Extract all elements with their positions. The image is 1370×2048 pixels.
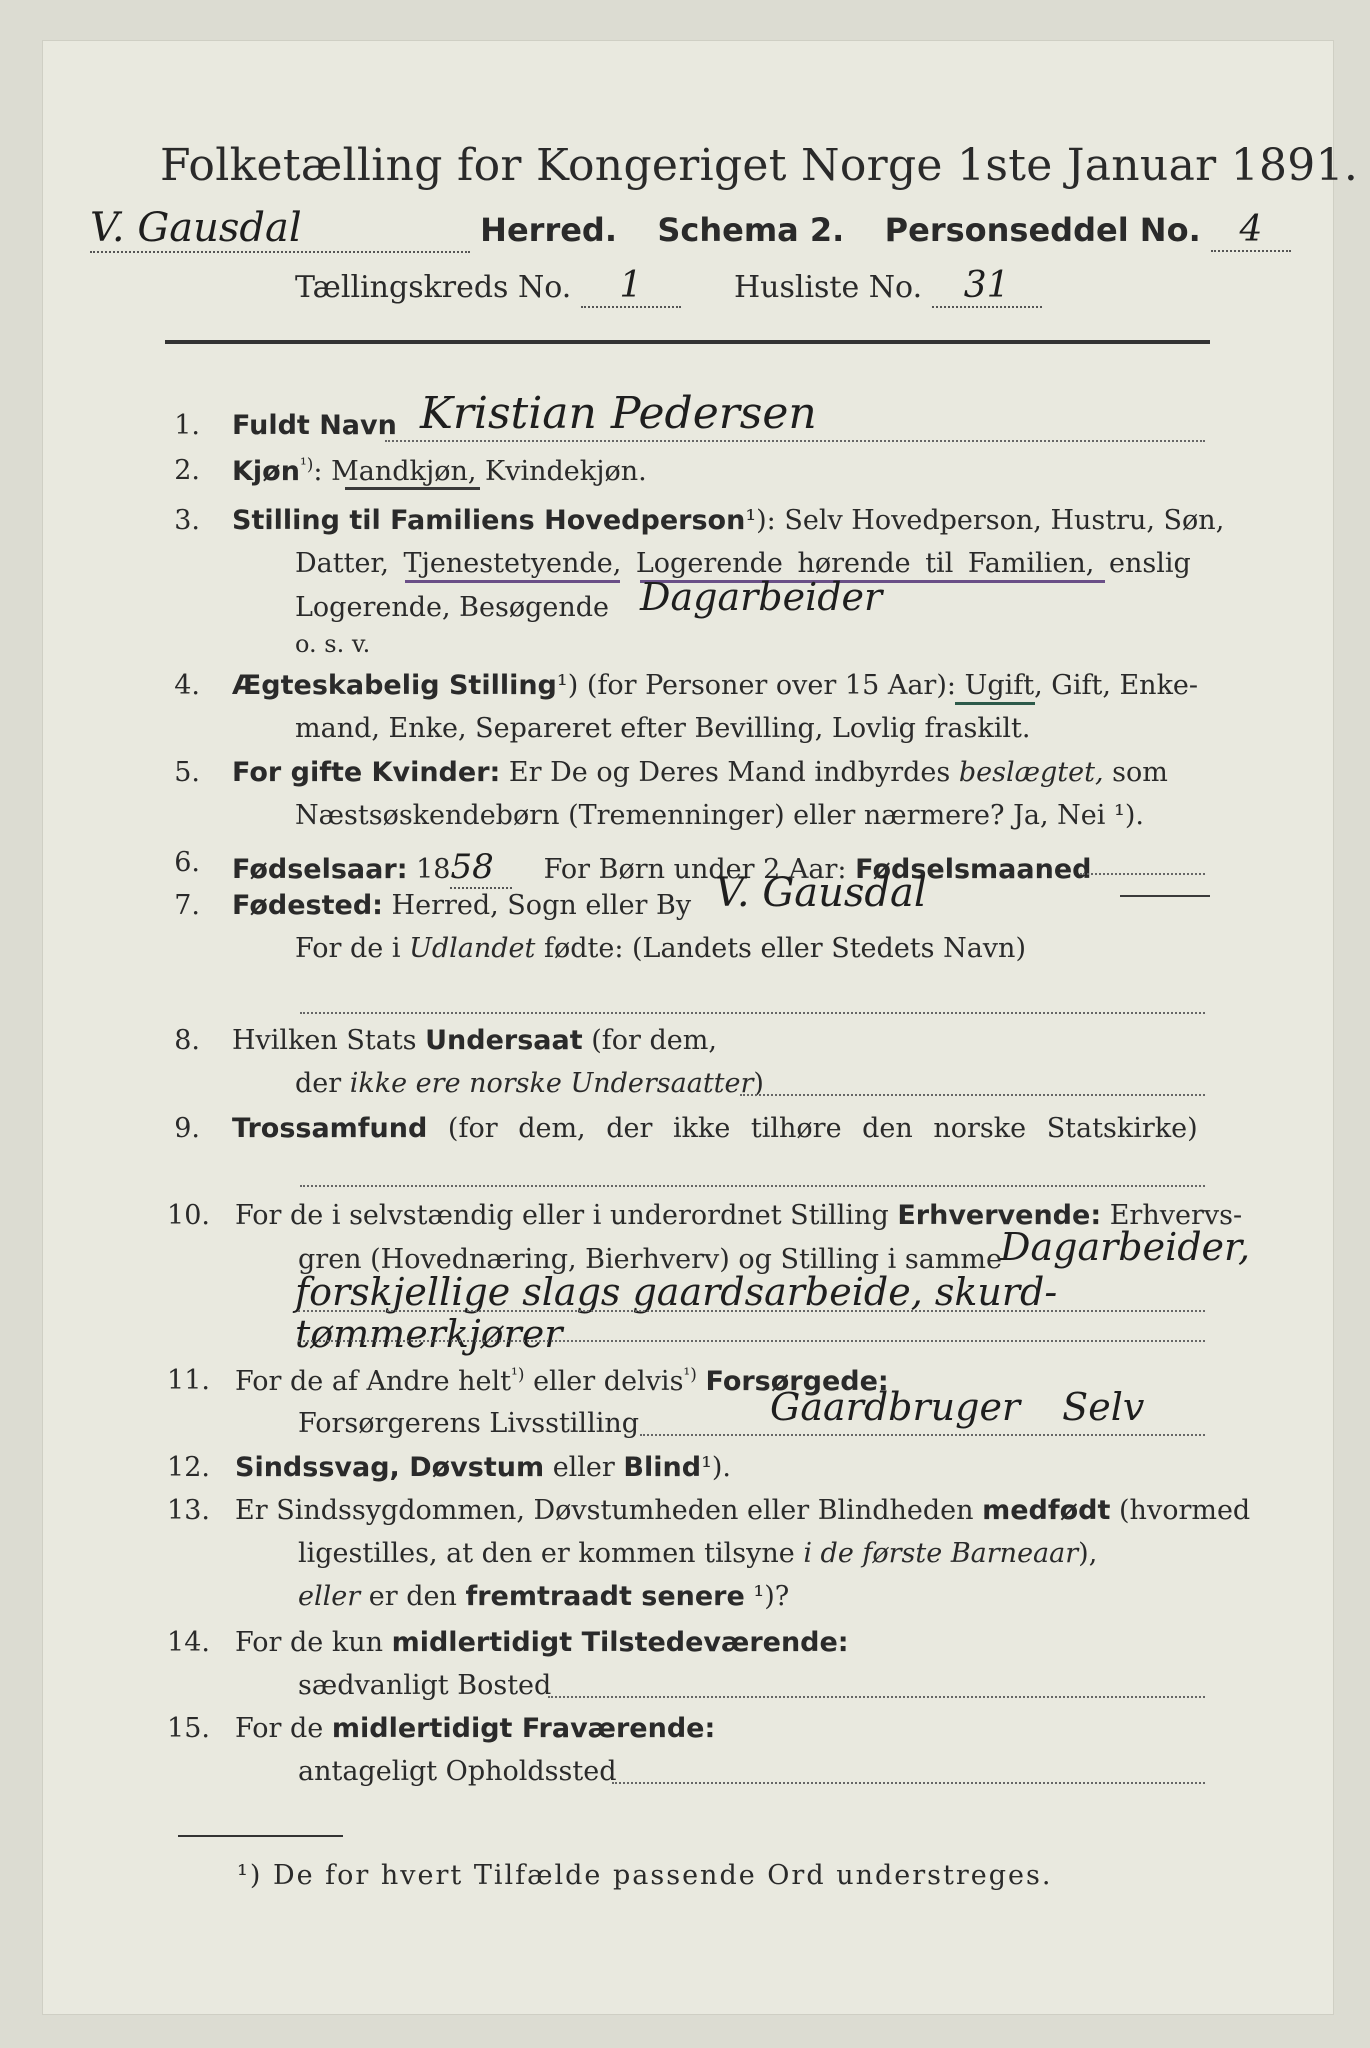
congenital-label: medfødt [982,1495,1111,1526]
item-11-line-2: Forsørgerens Livsstilling [298,1408,640,1439]
kreds-label: Tællingskreds No. [295,270,572,305]
citizenship-line2-end: ) [753,1068,764,1099]
personseddel-value: 4 [1211,209,1291,252]
full-name-line [385,440,1205,442]
schema-label: Schema 2. [657,211,845,249]
foreign-born-text: For de i [295,933,401,964]
header-rule [165,340,1210,344]
temporary-absent-label: midlertidigt Fraværende: [331,1713,716,1744]
religion-text: (for dem, der ikke tilhøre den norske Statskirke) [447,1113,1198,1144]
item-2 [232,455,647,487]
birthplace-stroke [1120,895,1210,897]
sex-underline [345,487,480,490]
family-position-options: ¹): Selv Hovedperson, Hustru, Søn, [745,505,1225,536]
herred-line [90,205,1291,253]
option-gift-enke: Gift, Enke- [1051,670,1199,701]
footnote-mark: ¹) [511,1365,525,1385]
full-name-label: Fuldt Navn [232,410,397,441]
temporary-present-label: midlertidigt Tilstedeværende: [391,1627,849,1658]
sex-options: : Mandkjøn, Kvindekjøn. [313,456,647,487]
supported-label: Forsørgede: [705,1366,889,1397]
item-number: 10. [167,1200,210,1231]
citizenship-line2-italic: ikke ere norske Undersaatter [349,1068,754,1099]
occupation-line-3 [298,1340,1205,1342]
provider-value: Gaardbruger Selv [770,1385,1145,1429]
form-title: Folketælling for Kongeriget Norge 1ste Januar 1891. [160,140,1359,191]
item-number: 11. [167,1365,210,1396]
birth-year-value: 58 [450,847,512,889]
supported-text-2: eller delvis [533,1366,684,1397]
supported-text: For de af Andre helt [235,1366,512,1397]
personseddel-label: Personseddel No. [884,211,1201,249]
temporary-present-text: For de kun [235,1627,383,1658]
congenital-line2-text: ligestilles, at den er kommen tilsyne [298,1538,795,1569]
congenital-line3-italic: eller [298,1581,361,1612]
kreds-line [295,265,1042,308]
item-number: 2. [174,455,200,486]
religion-label: Trossamfund [232,1113,428,1144]
foreign-born-line [300,1012,1205,1014]
item-number: 4. [174,670,200,701]
occupation-text-end: Erhvervs- [1109,1200,1243,1231]
husliste-value: 31 [932,265,1042,308]
item-1 [232,410,397,441]
item-4-line-2: mand, Enke, Separeret efter Bevilling, Lovlig fraskilt. [295,713,1031,744]
item-15 [235,1713,715,1744]
item-number: 13. [167,1495,210,1526]
congenital-text: Er Sindssygdommen, Døvstumheden eller Blindheden [235,1495,974,1526]
item-8 [232,1025,717,1056]
husliste-label: Husliste No. [733,270,923,305]
item-14 [235,1627,849,1658]
item-14-line-2: sædvanligt Bosted [298,1670,552,1701]
birthplace-text: Herred, Sogn eller By [391,890,692,921]
item-13-line-2 [298,1538,1097,1569]
item-number: 6. [174,847,200,878]
birth-year-label: Fødselsaar: [232,854,408,885]
footnote-rule [178,1835,343,1837]
citizenship-line [740,1094,1205,1096]
sex-label: Kjøn [232,456,300,487]
item-number: 3. [174,505,200,536]
disability-label: Sindssvag, Døvstum [235,1452,545,1483]
birthplace-value: V. Gausdal [715,870,927,916]
birth-year-prefix: 18 [416,854,451,885]
congenital-line2-end: ), [1078,1538,1098,1569]
congenital-line3-text: er den [368,1581,457,1612]
occupation-text: For de i selvstændig eller i underordnet Stilling [235,1200,889,1231]
provider-line [640,1434,1205,1436]
blind-label: Blind [623,1452,702,1483]
item-3-line-3 [295,592,609,623]
item-number: 1. [174,410,200,441]
item-number: 7. [174,890,200,921]
item-10-line-2: gren (Hovednæring, Bierhverv) og Stilling i samme [298,1244,1003,1275]
citizenship-text-end: (for dem, [591,1025,717,1056]
foreign-born-italic: Udlandet [409,933,536,964]
item-number: 9. [174,1113,200,1144]
option-tjenestetyende: Tjenestetyende, [403,548,622,579]
option-ugift: Ugift, [964,670,1043,701]
item-13-line-3 [298,1581,789,1612]
citizenship-label: Undersaat [425,1025,583,1056]
herred-label: Herred. [480,211,617,249]
later-onset-label: fremtraadt senere [465,1581,745,1612]
occupation-label: Erhvervende: [897,1200,1102,1231]
item-number: 5. [174,757,200,788]
item-6 [232,847,1091,889]
option-logerende-besogende: Logerende, Besøgende [295,592,609,623]
item-7-line-2 [295,933,1026,964]
citizenship-line2-text: der [295,1068,342,1099]
family-position-label: Stilling til Familiens Hovedperson [232,505,746,536]
full-name-value: Kristian Pedersen [420,388,817,439]
birthplace-label: Fødested: [232,890,383,921]
religion-line [300,1185,1205,1187]
temporary-absent-text: For de [235,1713,324,1744]
option-enslig: enslig [1108,548,1191,579]
item-3 [232,505,1224,536]
married-women-text-end: som [1112,757,1168,788]
birth-month-text: For Børn under 2 Aar: [543,854,847,885]
footnote-mark: ¹). [701,1452,732,1483]
tjenestetyende-underline [405,580,620,583]
probable-stay-line [612,1782,1205,1784]
item-number: 15. [167,1713,210,1744]
ugift-underline [955,702,1035,705]
family-position-value: Dagarbeider [640,575,883,619]
usual-residence-line [548,1696,1205,1698]
item-15-line-2: antageligt Opholdssted [298,1756,617,1787]
occupation-value-3: tømmerkjører [295,1312,563,1356]
congenital-line2-italic: i de første Barneaar [803,1538,1079,1569]
birth-month-label: Fødselsmaaned [855,854,1092,885]
item-9 [232,1113,1198,1144]
item-7 [232,890,691,921]
foreign-born-text-end: fødte: (Landets eller Stedets Navn) [543,933,1026,964]
occupation-value-1: Dagarbeider, [1000,1225,1251,1269]
item-5 [232,757,1168,788]
item-3-line-4: o. s. v. [295,630,371,658]
footnote-mark: ¹) [683,1365,697,1385]
married-women-italic: beslægtet, [958,757,1104,788]
married-women-text: Er De og Deres Mand indbyrdes [508,757,951,788]
congenital-text-end: (hvormed [1119,1495,1251,1526]
occupation-value-2: forskjellige slags gaardsarbeide, skurd- [295,1270,1058,1314]
married-women-label: For gifte Kvinder: [232,757,501,788]
item-13 [235,1495,1250,1526]
disability-text: eller [552,1452,615,1483]
option-logerende-familie: Logerende hørende til Familien, [635,548,1095,579]
marital-status-text: ¹) (for Personer over 15 Aar): [556,670,956,701]
item-5-line-2: Næstsøskendebørn (Tremenninger) eller nærmere? Ja, Nei ¹). [295,800,1144,831]
citizenship-text: Hvilken Stats [232,1025,417,1056]
item-12 [235,1452,731,1483]
item-number: 8. [174,1025,200,1056]
footnote-mark: ¹) [299,455,314,475]
herred-value: V. Gausdal [90,205,470,253]
birth-month-line [1080,873,1205,875]
footnote: ¹) De for hvert Tilfælde passende Ord understreges. [237,1860,1053,1891]
kreds-value: 1 [581,265,681,308]
option-datter: Datter, [295,548,389,579]
item-number: 14. [167,1627,210,1658]
marital-status-label: Ægteskabelig Stilling [232,670,557,701]
item-number: 12. [167,1452,210,1483]
item-8-line-2 [295,1068,764,1099]
item-4 [232,670,1198,701]
congenital-line3-end: ¹)? [753,1581,790,1612]
